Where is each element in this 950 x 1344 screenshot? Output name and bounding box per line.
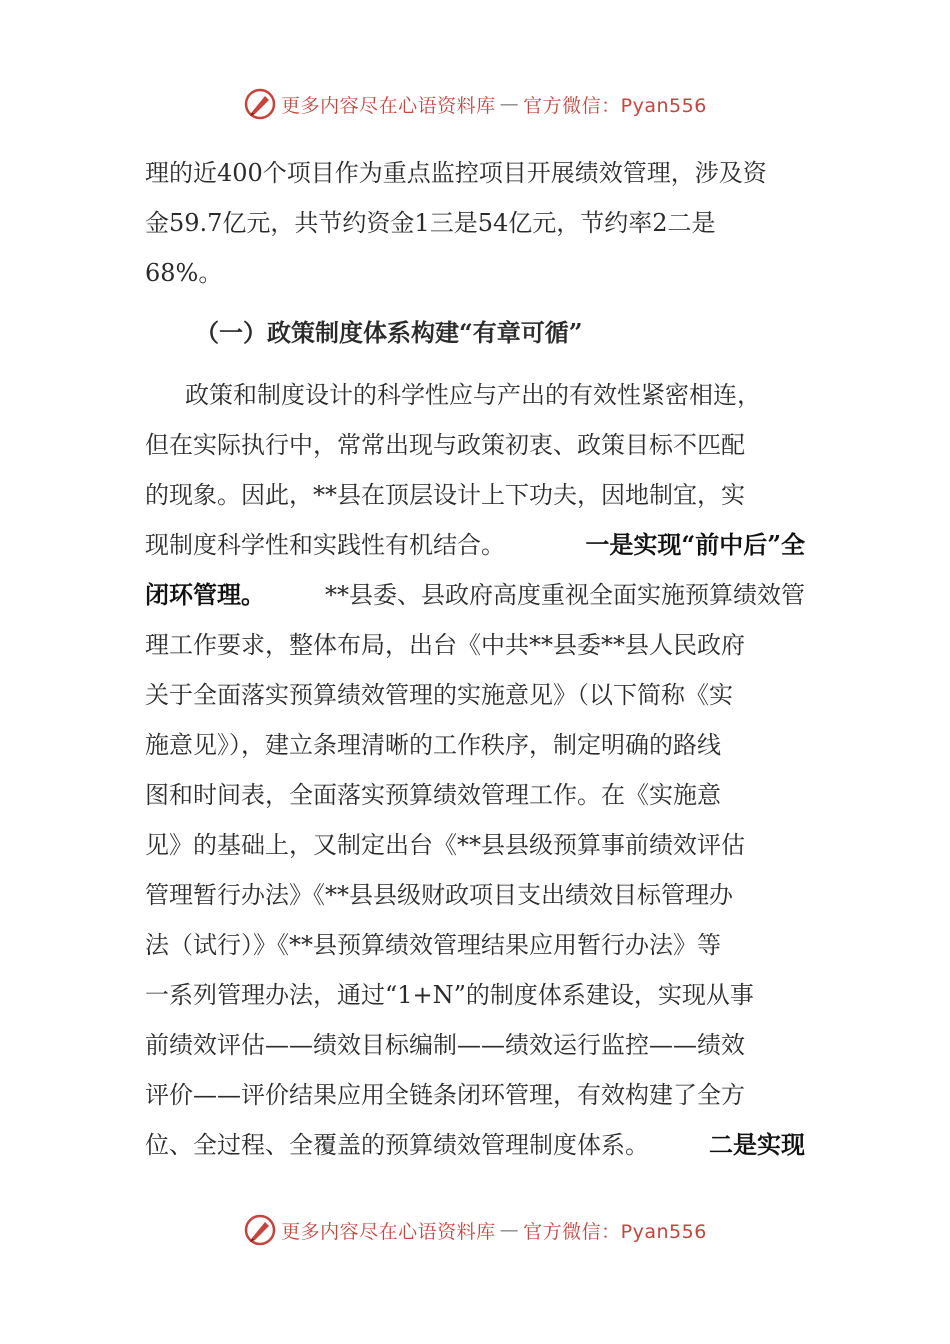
- paragraph-line: 的现象。因此，**县在顶层设计上下功夫，因地制宜，实: [145, 481, 745, 509]
- paragraph-line: 管理暂行办法》《**县县级财政项目支出绩效目标管理办: [145, 881, 733, 909]
- bold-segment: 一是实现“前中后”全: [585, 530, 805, 559]
- text-segment: **县委、县政府高度重视全面实施预算绩效管: [325, 581, 805, 609]
- paragraph-line: 理工作要求，整体布局，出台《中共**县委**县人民政府: [145, 631, 745, 659]
- paragraph-line: [145, 1120, 805, 1170]
- paragraph-line: 关于全面落实预算绩效管理的实施意见》（以下简称《实: [145, 681, 733, 709]
- watermark-text: 更多内容尽在心语资料库: [281, 1220, 496, 1243]
- paragraph-line: 前绩效评估——绩效目标编制——绩效运行监控——绩效: [145, 1031, 745, 1059]
- pen-nib-icon: [243, 1213, 277, 1247]
- paragraph-line: [145, 570, 805, 620]
- bold-segment: 闭环管理。: [145, 580, 265, 609]
- paragraph-line: 一系列管理办法，通过“1+N”的制度体系建设，实现从事: [145, 981, 754, 1009]
- section-heading: （一）政策制度体系构建“有章可循”: [195, 318, 583, 347]
- paragraph-line: 施意见》），建立条理清晰的工作秩序，制定明确的路线: [145, 731, 721, 759]
- paragraph-line: 但在实际执行中，常常出现与政策初衷、政策目标不匹配: [145, 431, 745, 459]
- paragraph-line: 见》的基础上，又制定出台《**县县级预算事前绩效评估: [145, 831, 745, 859]
- watermark-dash: —: [499, 1219, 520, 1241]
- watermark-header: [0, 84, 950, 124]
- paragraph-line: 理的近400个项目作为重点监控项目开展绩效管理，涉及资: [145, 159, 767, 187]
- paragraph-line: 68%。: [145, 259, 223, 287]
- paragraph-line: [145, 520, 805, 570]
- paragraph-line: 政策和制度设计的科学性应与产出的有效性紧密相连，: [185, 381, 761, 409]
- paragraph-line: 评价——评价结果应用全链条闭环管理，有效构建了全方: [145, 1081, 745, 1109]
- paragraph-line: 金59.7亿元，共节约资金1三是54亿元，节约率2二是: [145, 209, 716, 237]
- paragraph-line: 法（试行）》《**县预算绩效管理结果应用暂行办法》等: [145, 931, 721, 959]
- paragraph-line: 图和时间表，全面落实预算绩效管理工作。在《实施意: [145, 781, 721, 809]
- watermark-dash: —: [499, 93, 520, 115]
- text-segment: 位、全过程、全覆盖的预算绩效管理制度体系。: [145, 1131, 649, 1159]
- watermark-wechat: 官方微信：Pyan556: [523, 1220, 707, 1243]
- pen-nib-icon: [243, 87, 277, 121]
- document-body: [145, 148, 805, 1170]
- text-segment: 现制度科学性和实践性有机结合。: [145, 531, 505, 559]
- watermark-footer: [0, 1210, 950, 1250]
- bold-segment: 二是实现: [709, 1130, 805, 1159]
- watermark-text: 更多内容尽在心语资料库: [281, 94, 496, 117]
- watermark-wechat: 官方微信：Pyan556: [523, 94, 707, 117]
